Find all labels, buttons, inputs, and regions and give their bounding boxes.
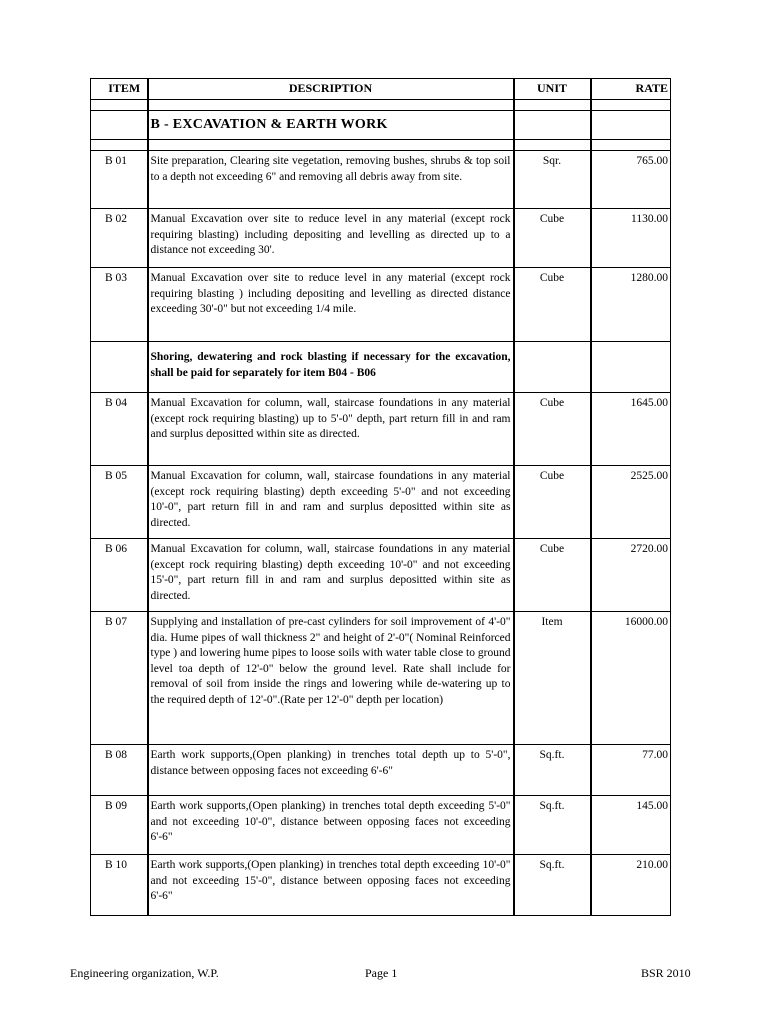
item-unit: Sqr. xyxy=(542,155,562,167)
item-unit: Item xyxy=(541,616,563,628)
item-code: B 02 xyxy=(105,213,128,225)
item-description: Manual Excavation over site to reduce level in any material (except rock requiring blasting) including depositing and levelling as directed up to a distance not exceeding 30'. xyxy=(150,213,511,256)
item-unit: Cube xyxy=(539,543,565,555)
item-code: B 05 xyxy=(105,470,128,482)
table-row xyxy=(91,745,671,796)
blasting-note: Shoring, dewatering and rock blasting if necessary for the excavation, shall be paid for separately for item B04 - B06 xyxy=(150,351,511,379)
footer-organization: Engineering organization, W.P. xyxy=(70,966,219,980)
header-unit: UNIT xyxy=(514,79,591,100)
spacer-row xyxy=(91,100,671,111)
item-code: B 07 xyxy=(105,616,128,628)
item-description: Earth work supports,(Open planking) in trenches total depth exceeding 5'-0" and not exceeding 10'-0", distance between opposing faces not exceeding 6'-6" xyxy=(150,800,511,843)
table-row xyxy=(91,268,671,342)
item-rate: 16000.00 xyxy=(624,616,668,628)
item-code: B 10 xyxy=(105,859,128,871)
item-rate: 1280.00 xyxy=(630,272,668,284)
table-row xyxy=(91,612,671,745)
table-row xyxy=(91,466,671,539)
item-unit: Cube xyxy=(539,213,565,225)
page-footer xyxy=(0,966,768,982)
footer-page-number: Page 1 xyxy=(365,966,398,980)
item-rate: 210.00 xyxy=(636,859,668,871)
item-code: B 03 xyxy=(105,272,128,284)
item-unit: Cube xyxy=(539,272,565,284)
spacer-row xyxy=(91,140,671,151)
item-unit: Sq.ft. xyxy=(539,749,565,761)
item-rate: 77.00 xyxy=(642,749,668,761)
item-code: B 06 xyxy=(105,543,128,555)
table-row xyxy=(91,151,671,209)
table-row xyxy=(91,796,671,855)
note-row xyxy=(91,342,671,393)
item-code: B 04 xyxy=(105,397,128,409)
item-unit: Cube xyxy=(539,470,565,482)
item-description: Supplying and installation of pre-cast cylinders for soil improvement of 4'-0" dia. Hume pipes of wall thickness 2" and height of 2'-0"( Nominal Reinforced type ) and lowering hume pipes to loose soils with water table close to ground level toa depth of 12'-0" below the ground level. Rate shall include for removal of soil from inside the rings and lowering while de-watering up to the required depth of 12'-0".(Rate per 12'-0" depth per location) xyxy=(150,616,511,706)
item-rate: 2720.00 xyxy=(630,543,668,555)
item-code: B 09 xyxy=(105,800,128,812)
table-row xyxy=(91,393,671,466)
item-unit: Cube xyxy=(539,397,565,409)
item-code: B 01 xyxy=(105,155,128,167)
item-unit: Sq.ft. xyxy=(539,859,565,871)
item-rate: 765.00 xyxy=(636,155,668,167)
item-code: B 08 xyxy=(105,749,128,761)
table-row xyxy=(91,855,671,916)
item-unit: Sq.ft. xyxy=(539,800,565,812)
item-description: Manual Excavation for column, wall, staircase foundations in any material (except rock requiring blasting) depth exceeding 5'-0" and not exceeding 10'-0", part return fill in and ram and surplus depositted within site as directed. xyxy=(150,470,511,529)
section-row xyxy=(91,111,671,140)
item-description: Earth work supports,(Open planking) in trenches total depth exceeding 10'-0" and not exceeding 15'-0", distance between opposing faces not exceeding 6'-6" xyxy=(150,859,511,902)
table-row xyxy=(91,209,671,268)
header-rate: RATE xyxy=(591,79,671,100)
item-description: Earth work supports,(Open planking) in trenches total depth up to 5'-0", distance between opposing faces not exceeding 6'-6" xyxy=(150,749,511,777)
rates-table xyxy=(90,78,671,916)
item-description: Site preparation, Clearing site vegetation, removing bushes, shrubs & top soil to a depth not exceeding 6" and removing all debris away from site. xyxy=(150,155,511,183)
header-description: DESCRIPTION xyxy=(148,79,514,100)
header-item: ITEM xyxy=(91,79,148,100)
item-description: Manual Excavation for column, wall, staircase foundations in any material (except rock requiring blasting) up to 5'-0" depth, part return fill in and ram and surplus depositted within site as directed. xyxy=(150,397,511,440)
item-description: Manual Excavation for column, wall, staircase foundations in any material (except rock requiring blasting) depth exceeding 10'-0" and not exceeding 15'-0", part return fill in and ram and surplus depositted within site as directed. xyxy=(150,543,511,602)
item-description: Manual Excavation over site to reduce level in any material (except rock requiring blasting ) including depositing and levelling as directed distance exceeding 30'-0" but not exceeding 1/4 mile. xyxy=(150,272,511,315)
table-row xyxy=(91,539,671,612)
section-title: B - EXCAVATION & EARTH WORK xyxy=(150,116,388,132)
item-rate: 1645.00 xyxy=(630,397,668,409)
footer-document-code: BSR 2010 xyxy=(641,966,691,980)
item-rate: 1130.00 xyxy=(631,213,668,225)
table-header-row xyxy=(91,79,671,100)
item-rate: 145.00 xyxy=(636,800,668,812)
item-rate: 2525.00 xyxy=(630,470,668,482)
